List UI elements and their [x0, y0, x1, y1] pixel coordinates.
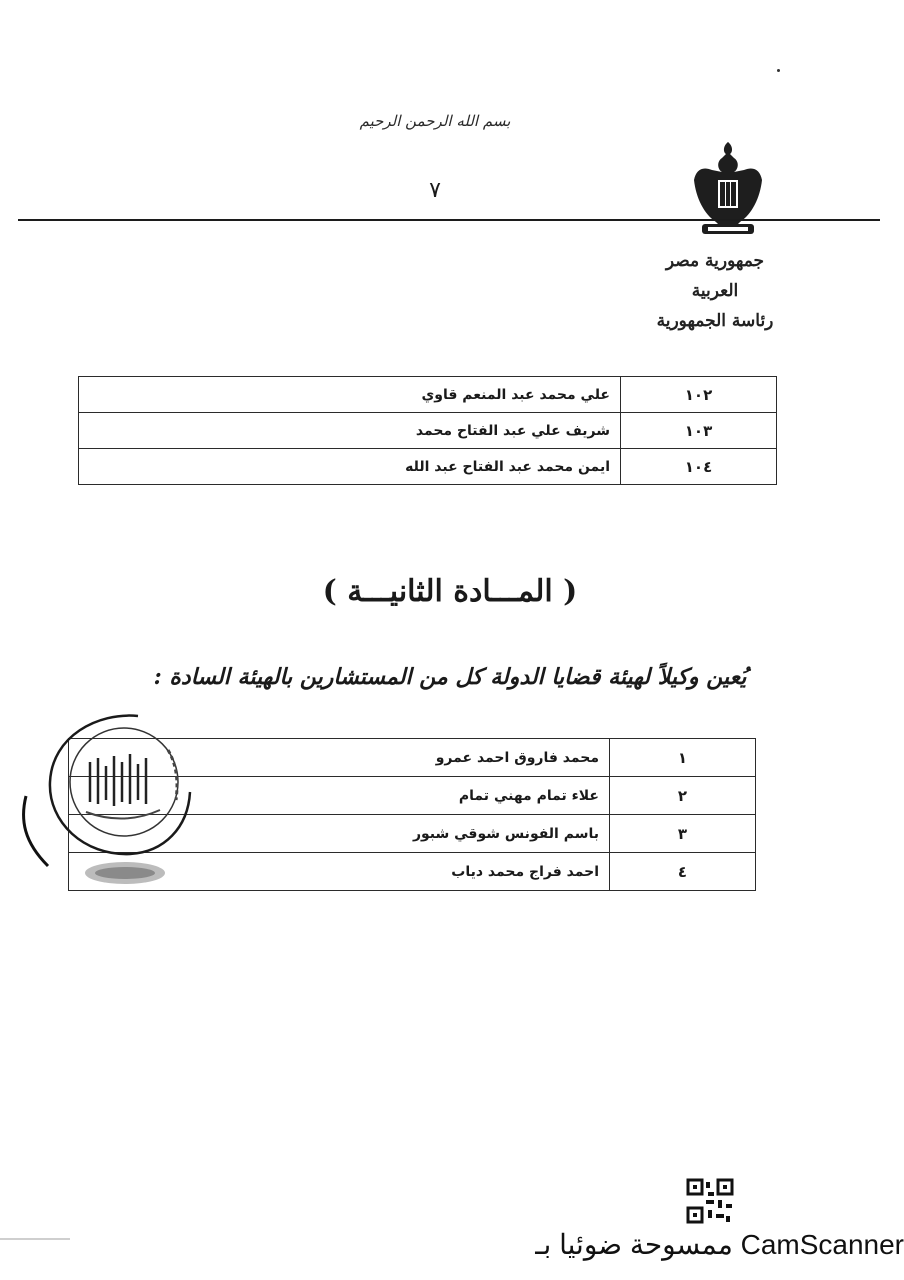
row-number: ٤: [610, 853, 756, 891]
row-number: ٣: [610, 815, 756, 853]
stamp-mark-icon: [80, 858, 170, 888]
table-row: [79, 413, 777, 449]
header-rule: [18, 219, 880, 221]
row-name: ايمن محمد عبد الفتاح عبد الله: [79, 449, 621, 485]
margin-mark-icon: [12, 790, 62, 870]
row-number: ١٠٤: [621, 449, 777, 485]
table-row: [79, 449, 777, 485]
row-name: باسم الفونس شوقي شبور: [69, 815, 610, 853]
qr-code-icon: [686, 1178, 734, 1224]
issuer-line-1: رئاسة الجمهورية: [656, 311, 774, 331]
row-number: ١: [610, 739, 756, 777]
row-name: محمد فاروق احمد عمرو: [69, 739, 610, 777]
basmala: بسم الله الرحمن الرحيم: [359, 112, 511, 130]
scan-speck: [777, 69, 780, 72]
table-row: [79, 377, 777, 413]
row-number: ٢: [610, 777, 756, 815]
names-table-continued: [78, 376, 777, 485]
article-intro: يُعين وكيلاً لهيئة قضايا الدولة كل من المستشارين بالهيئة السادة :: [153, 664, 747, 690]
scanner-watermark: CamScanner ممسوحة ضوئيا بـ: [535, 1229, 904, 1260]
article-title: ( المـــادة الثانيـــة ): [322, 574, 578, 609]
row-number: ١٠٣: [621, 413, 777, 449]
egypt-eagle-emblem-icon: [690, 140, 766, 236]
row-number: ١٠٢: [621, 377, 777, 413]
page-number: ٧: [429, 178, 441, 203]
row-name: علاء تمام مهني تمام: [69, 777, 610, 815]
row-name: احمد فراج محمد دياب: [69, 853, 610, 891]
row-name: علي محمد عبد المنعم قاوي: [79, 377, 621, 413]
official-seal-icon: [38, 710, 198, 860]
issuer-line-2: جمهورية مصر العربية: [665, 251, 765, 301]
row-name: شريف علي عبد الفتاح محمد: [79, 413, 621, 449]
issuer-block: [640, 246, 790, 336]
scan-edge-line: [0, 1238, 70, 1240]
